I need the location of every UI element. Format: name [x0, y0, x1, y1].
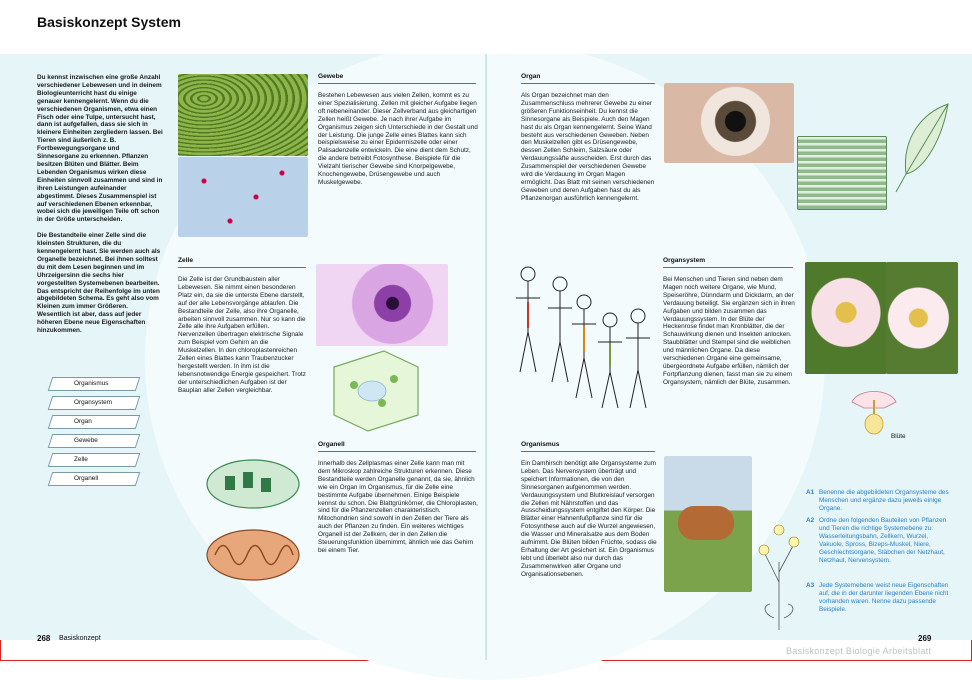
section-title-organ: Organ: [521, 73, 655, 84]
page-title: Basiskonzept System: [37, 14, 181, 30]
eye-photo: [664, 83, 794, 163]
leaf-tissue-micrograph: [178, 74, 308, 156]
section-text-gewebe: Bestehen Lebewesen aus vielen Zellen, kommt es zu einer Spezialisierung. Zellen mit gleicher Aufgabe liegen oft nebeneinander. Dieser Zellverband aus gleichartigen Zellen heißt Gewebe. Je nach ihrer Aufgabe im Organismus zeigen sich Unterschiede in der Gestalt und der Leistung. Die junge Zelle eines Blattes kann sich beispielsweise zu einer Epidermiszelle oder einer Palisadenzelle entwickeln. Die eine dient dem Schutz, die andere betreibt Fotosynthese. Beispiele für die Vielzahl tierischer Gewebe sind Knorpelgewebe, Knochengewebe, Drüsengewebe und auch Muskelgewebe.: [318, 92, 478, 186]
nerve-cell-micrograph: [316, 264, 448, 346]
intro-paragraph-2: Die Bestandteile einer Zelle sind die kleinsten Strukturen, die du kennengelernt hast. Sie werden auch als Organelle bezeichnet. Bei ihnen solltest du mit dem Lesen beginnen und im Uhrzeigersinn die sechs hier vorgestellten Systemebenen bearbeiten. Das entspricht der Reihenfolge im unten abgebildeten Schema. Es geht also vom Kleinen zum immer Größeren. Wesentlich ist aber, dass auf jeder höheren Ebene neue Eigenschaften hinzukommen.: [37, 232, 161, 335]
intro-text: [37, 74, 163, 335]
plant-cell-drawing: [324, 345, 424, 435]
dog-rose-photo-1: [805, 262, 887, 374]
section-text-organ: Als Organ bezeichnet man den Zusammenschluss mehrerer Gewebe zu einer größeren Funktionseinheit. Du kennst die Sinnesorgane als Beispiele. Auch den Magen hast du als Organ kennengelernt. Seine Wand besteht aus verschiedenen Geweben. Neben den Muskelzellen gibt es Drüsengewebe, dessen Zellen Schleim, Salzsäure oder Verdauungssäfte ausscheiden. Erst durch das Zusammenspiel der verschiedenen Gewebe wird die Verdauung im Organ Magen ermöglicht. Das Blatt mit seinen verschiedenen Geweben und deren Aufgaben hast du als Pflanzenorgan ausführlich kennengelernt.: [521, 92, 655, 202]
fallow-deer-photo: [664, 456, 752, 592]
task-text-a2: Ordne den folgenden Bauteilen von Pflanzen und Tieren die richtige Systemebene zu: Wasserleitungsbahn, Zellkern, Wurzel, Vakuole, Spross, Bizeps-Muskel, Niere, Geschlechtsorgane, Stäbchen der Netzhaut, Netzhaut, Nervensystem.: [819, 517, 947, 564]
section-title-organell: Organell: [318, 441, 476, 452]
schema-box: [48, 453, 141, 467]
bluete-caption: Blüte: [891, 433, 906, 440]
deer-body-shape: [678, 506, 734, 540]
task-number-a1: A1: [806, 489, 815, 496]
schema-label-organsystem: Organsystem: [74, 399, 113, 406]
schema-box: [48, 415, 141, 429]
section-title-organismus: Organismus: [521, 441, 655, 452]
schema-label-zelle: Zelle: [74, 456, 88, 463]
task-text-a1: Benenne die abgebildeten Organsysteme des Menschen und ergänze dazu jeweils einige Organe.: [819, 489, 949, 512]
task-number-a3: A3: [806, 582, 815, 589]
section-text-organsystem: Bei Menschen und Tieren sind neben dem Magen noch weitere Organe, wie Mund, Speiseröhre, Dünndarm und Dickdarm, an der Verdauung beteiligt. Sie ergänzen sich in ihren Aufgaben und bilden zusammen das Verdauungssystem. In der Blüte der Heckenrose findet man Kronblätter, die der Schauwirkung dienen und Insekten anlocken. Staubblätter und Stempel sind die weiblichen und männlichen Organe. Da diese verschiedenen Organe eine gemeinsame, übergeordnete Aufgabe erfüllen, nämlich der Fortpflanzung dienen, fasst man sie zu einem Organsystem, nämlich der Blüte, zusammen.: [663, 276, 795, 386]
section-title-organsystem: Organsystem: [663, 257, 793, 268]
page-number-left: 268: [37, 634, 51, 643]
section-text-organell: Innerhalb des Zellplasmas einer Zelle kann man mit dem Mikroskop zahlreiche Strukturen erkennen. Diese Bestandteile werden Organelle genannt, da sie, ähnlich wie ein Organ im Organismus, für die Zelle eine bestimmte Aufgabe übernehmen. Einige Beispiele kennst du schon. Die Blattgrünkörner, die Chloroplasten, sind für die Pflanzenzellen charakteristisch. Mitochondrien sind sowohl in den Zellen der Tiere als auch der Pflanzen zu finden. Ein weiteres wichtiges Organell ist der Zellkern, der in den Zellen die Steuerungsfunktion übernimmt, ähnlich wie das Gehirn bei einem Tier.: [318, 460, 478, 554]
leaf-drawing: [890, 100, 954, 195]
chloroplast-drawing: [203, 456, 303, 512]
leaf-cross-section-drawing: [797, 136, 887, 210]
schema-label-organ: Organ: [74, 418, 92, 425]
watermark: Basiskonzept Biologie Arbeitsblatt: [786, 646, 932, 656]
footer-section-name: Basiskonzept: [59, 635, 101, 642]
section-title-zelle: Zelle: [178, 257, 306, 268]
schema-label-gewebe: Gewebe: [74, 437, 98, 444]
mitochondrion-drawing: [203, 526, 303, 584]
schema-label-organell: Organell: [74, 475, 99, 482]
section-text-zelle: Die Zelle ist der Grundbaustein aller Lebewesen. Sie nimmt einen besonderen Platz ein, da sie die unterste Ebene darstellt, auf der alle Lebensvorgänge ablaufen. Die Bestandteile der Zelle, also ihre Organelle, arbeiten sinnvoll zusammen. Nur so kann die Zelle alle ihre Aufgaben erfüllen. Nervenzellen übertragen elektrische Signale zum Beispiel vom Gehirn an die Muskelzellen. In den chloroplastenreichen Zellen eines Blattes kann Traubenzucker hergestellt werden. In ihm ist die lebensnotwendige Energie gespeichert. Trotz der unterschiedlichen Aufgaben ist der Bauplan aller Zellen vergleichbar.: [178, 276, 306, 394]
cartilage-tissue-micrograph: [178, 157, 308, 237]
human-organ-systems-drawing: [512, 262, 660, 412]
task-number-a2: A2: [806, 517, 815, 524]
schema-label-organismus: Organismus: [74, 380, 109, 387]
intro-paragraph-1: Du kennst inzwischen eine große Anzahl verschiedener Lebewesen und in deinem Biologieunterricht hast du einige genauer kennengelernt. Wenn du die verschiedenen Organismen, etwa einen Fisch oder eine Tulpe, untersucht hast, dann ist aufgefallen, dass sie sich in kleinere Einheiten zergliedern lassen. Bei Tieren sind äußerlich z. B. Fortbewegungsorgane und Sinnesorgane zu erkennen. Pflanzen besitzen Blüten und Blätter. Beim Lebenden Organismus wirken diese Einheiten sinnvoll zusammen und sind in ihren Leistungen aufeinander abgestimmt. Dieses Zusammenspiel ist auf verschiedenen Ebenen erkennbar, wobei sich die jeweiligen Teile oft schon in der Größe unterscheiden.: [37, 74, 163, 224]
task-text-a3: Jede Systemebene weist neue Eigenschaften auf, die in der darunter liegenden Ebene nicht vorhanden waren. Nenne dazu passende Beispiele.: [819, 582, 949, 613]
book-gutter: [485, 54, 487, 660]
dog-rose-photo-2: [886, 262, 958, 374]
section-title-gewebe: Gewebe: [318, 73, 476, 84]
page-header: [0, 0, 972, 54]
page-number-right: 269: [918, 634, 932, 643]
section-text-organismus: Ein Damhirsch benötigt alle Organsysteme zum Leben. Das Nervensystem überträgt und speichert Informationen, die von den Sinnesorganen aufgenommen werden. Verdauungssystem und Blutkreislauf versorgen die Zellen mit Nährstoffen und das Ausscheidungssystem entgiftet den Körper. Die Blätter einer Hahnenfußpflanze sind für die Fotosynthese auch auf die Wurzel angewiesen, die Wasser und Mineralsalze aus dem Boden aufnimmt. Die Blüten bilden Früchte, sodass die Erhaltung der Art gesichert ist. Ein Organismus lebt und überlebt also nur durch das Zusammenwirken aller Organe und Organisationsebenen.: [521, 460, 657, 578]
buttercup-plant-drawing: [754, 522, 804, 632]
